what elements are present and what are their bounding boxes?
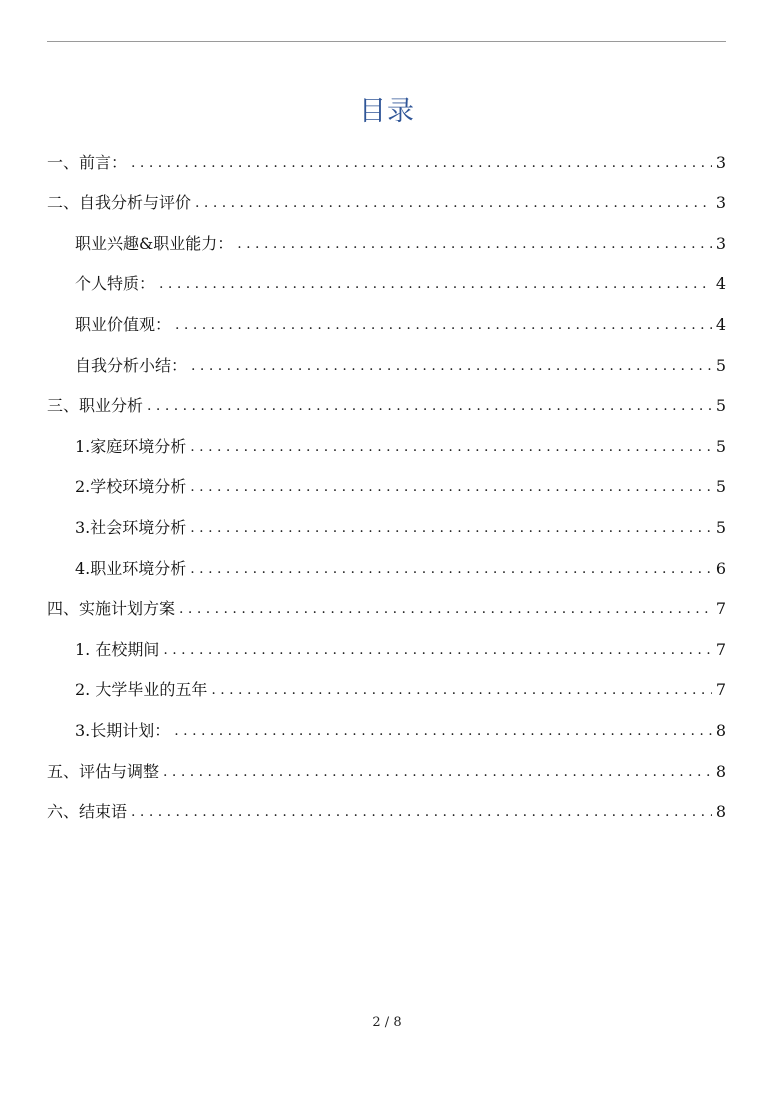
toc-page-number: 7 [715, 599, 726, 619]
toc-leader-dots [179, 598, 712, 620]
toc-leader-dots [131, 152, 712, 174]
toc-entry[interactable] [47, 342, 726, 383]
toc-page-number: 7 [715, 680, 726, 700]
toc-entry-text: 3.长期计划： [75, 720, 171, 740]
toc-entry[interactable] [47, 504, 726, 545]
toc-entry-text: 1.家庭环境分析 [75, 436, 187, 456]
toc-entry[interactable] [47, 220, 726, 261]
toc-entry[interactable] [47, 423, 726, 464]
header-rule [47, 41, 726, 42]
toc-entry[interactable] [47, 667, 726, 708]
toc-page-number: 8 [715, 720, 726, 740]
toc-page-number: 3 [715, 233, 726, 253]
toc-entry-text: 一、前言： [47, 152, 128, 172]
toc-leader-dots [147, 395, 712, 417]
toc-entry-text: 个人特质： [75, 274, 156, 294]
toc-entry[interactable] [47, 626, 726, 667]
toc-leader-dots [211, 679, 711, 701]
toc-leader-dots [237, 233, 712, 255]
toc-entry-text: 五、评估与调整 [47, 761, 160, 781]
toc-entry[interactable] [47, 789, 726, 830]
toc-entry-text: 四、实施计划方案 [47, 599, 176, 619]
toc-page-number: 8 [715, 761, 726, 781]
toc-page-number: 8 [715, 802, 726, 822]
toc-entry-text: 职业价值观： [75, 314, 172, 334]
toc-page-number: 7 [715, 639, 726, 659]
toc-leader-dots [159, 273, 712, 295]
toc-page-number: 5 [715, 436, 726, 456]
toc-entry-text: 4.职业环境分析 [75, 558, 187, 578]
toc-leader-dots [190, 436, 712, 458]
toc-entry[interactable] [47, 383, 726, 424]
toc-entry[interactable] [47, 707, 726, 748]
toc-entry[interactable] [47, 464, 726, 505]
toc-entry[interactable] [47, 545, 726, 586]
toc-entry-text: 二、自我分析与评价 [47, 193, 192, 213]
toc-entry-text: 三、职业分析 [47, 396, 144, 416]
toc-leader-dots [195, 192, 712, 214]
toc-page-number: 5 [715, 396, 726, 416]
toc-page-number: 5 [715, 477, 726, 497]
toc-leader-dots [175, 314, 712, 336]
toc-page-number: 3 [715, 193, 726, 213]
toc-entry[interactable] [47, 261, 726, 302]
toc-page-number: 6 [715, 558, 726, 578]
toc-entry-text: 职业兴趣&职业能力： [75, 233, 234, 253]
toc-page-number: 5 [715, 517, 726, 537]
toc-leader-dots [163, 639, 711, 661]
toc-entry[interactable] [47, 748, 726, 789]
toc-entry-text: 2.学校环境分析 [75, 477, 187, 497]
toc-entry[interactable] [47, 180, 726, 221]
toc-page-number: 4 [715, 274, 726, 294]
toc-entry[interactable] [47, 301, 726, 342]
toc-page-number: 4 [715, 314, 726, 334]
toc-entry-text: 六、结束语 [47, 802, 128, 822]
toc-entry-text: 1. 在校期间 [75, 639, 160, 659]
toc-title: 目录 [359, 96, 415, 127]
table-of-contents [47, 139, 726, 829]
page-number-footer: 2 / 8 [372, 1015, 402, 1030]
toc-entry-text: 2. 大学毕业的五年 [75, 680, 208, 700]
toc-leader-dots [190, 558, 712, 580]
toc-leader-dots [190, 517, 712, 539]
toc-leader-dots [190, 476, 712, 498]
toc-leader-dots [163, 761, 712, 783]
toc-leader-dots [131, 801, 712, 823]
toc-entry-text: 自我分析小结： [75, 355, 188, 375]
toc-entry-text: 3.社会环境分析 [75, 517, 187, 537]
toc-entry[interactable] [47, 586, 726, 627]
toc-leader-dots [191, 355, 712, 377]
toc-leader-dots [174, 720, 712, 742]
toc-page-number: 3 [715, 152, 726, 172]
toc-entry[interactable] [47, 139, 726, 180]
toc-page-number: 5 [715, 355, 726, 375]
